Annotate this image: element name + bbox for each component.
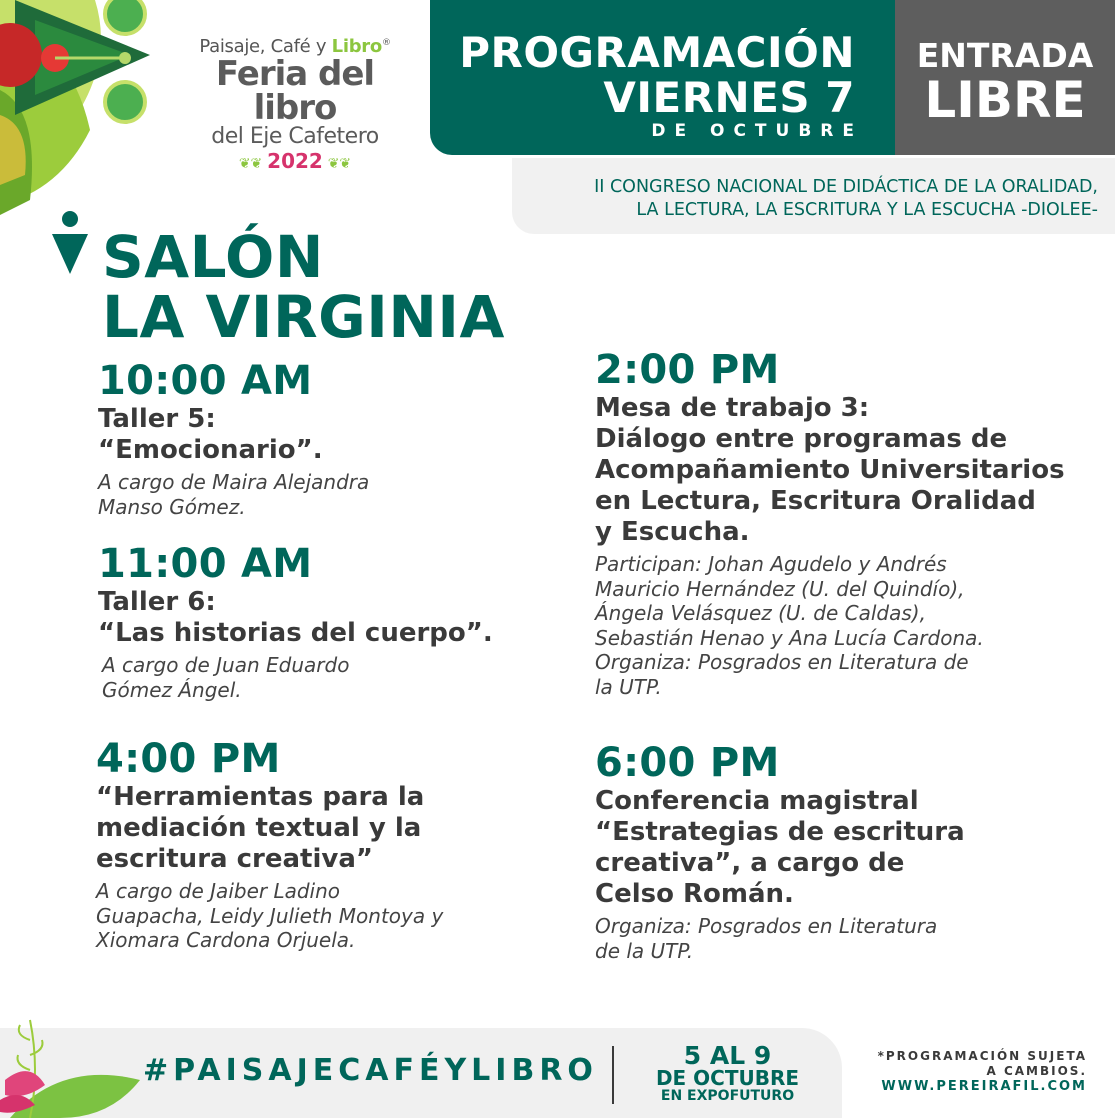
event-item (96, 736, 546, 953)
event-item (595, 740, 1095, 963)
event-time: 6:00 PM (595, 740, 780, 786)
laurel-left-icon: ❦❦ (238, 156, 268, 172)
libre-label: LIBRE (924, 71, 1086, 129)
location-person-icon (52, 210, 88, 274)
fair-logo (170, 36, 420, 176)
dates-month: DE OCTUBRE (655, 1066, 800, 1090)
event-title: Taller 6: “Las historias del cuerpo”. (98, 587, 493, 648)
event-time: 10:00 AM (98, 358, 313, 404)
event-title: Taller 5: “Emocionario”. (98, 404, 323, 465)
dates-venue: EN EXPOFUTURO (660, 1088, 795, 1104)
event-title: “Herramientas para la mediación textual y la escritura creativa” (96, 782, 425, 874)
event-item (595, 347, 1095, 699)
event-title: Mesa de trabajo 3: Diálogo entre programas de Acompañamiento Universitarios en Lectura, Escritura Oralidad y Escucha. (595, 393, 1065, 547)
congress-text: II CONGRESO NACIONAL DE DIDÁCTICA DE LA ORALIDAD, LA LECTURA, LA ESCRITURA Y LA ESCUCHA -DIOLEE- (594, 177, 1098, 220)
program-title: PROGRAMACIÓN (459, 28, 855, 77)
event-time: 4:00 PM (96, 736, 281, 782)
website-link[interactable]: WWW.PEREIRAFIL.COM (881, 1079, 1087, 1094)
logo-title: Feria del libro (215, 54, 375, 128)
event-description: A cargo de Maira Alejandra Manso Gómez. (98, 470, 370, 519)
laurel-right-icon: ❦❦ (322, 156, 352, 172)
congress-banner (512, 158, 1115, 234)
program-header (430, 0, 895, 155)
plant-decoration (0, 1010, 140, 1118)
salon-name-line2: LA VIRGINIA (102, 283, 505, 351)
event-title: Conferencia magistral “Estrategias de escritura creativa”, a cargo de Celso Román. (595, 786, 965, 909)
disclaimer (878, 1049, 1087, 1094)
event-description: A cargo de Jaiber Ladino Guapacha, Leidy Julieth Montoya y Xiomara Cardona Orjuela. (96, 879, 444, 952)
event-description: Participan: Johan Agudelo y Andrés Mauricio Hernández (U. del Quindío), Ángela Velásquez (U. de Caldas), Sebastián Henao y Ana Lucía Cardona. Organiza: Posgrados en Literatura de la UTP. (595, 552, 984, 699)
logo-subtitle: del Eje Cafetero (211, 124, 379, 149)
logo-year: ❦❦ 2022 ❦❦ (238, 149, 352, 173)
event-time: 11:00 AM (98, 541, 313, 587)
event-dates (640, 1041, 815, 1104)
hashtag: #PAISAJECAFÉYLIBRO (143, 1053, 598, 1088)
free-entry-badge (895, 0, 1115, 155)
leaves-decoration (0, 0, 170, 220)
event-time: 2:00 PM (595, 347, 780, 393)
disclaimer-line2: A CAMBIOS. (986, 1064, 1087, 1078)
program-month: DE OCTUBRE (651, 121, 863, 141)
event-description: Organiza: Posgrados en Literatura de la UTP. (595, 914, 938, 963)
salon-name-line1: SALÓN (102, 223, 324, 291)
event-item (98, 358, 518, 519)
disclaimer-line1: *PROGRAMACIÓN SUJETA (877, 1049, 1087, 1063)
program-day: VIERNES 7 (603, 73, 855, 122)
event-item (98, 541, 538, 702)
event-description: A cargo de Juan Eduardo Gómez Ángel. (102, 653, 350, 702)
entrada-label: ENTRADA (916, 36, 1094, 75)
footer-divider (612, 1046, 614, 1104)
dates-range: 5 AL 9 (683, 1041, 772, 1070)
logo-tagline: Paisaje, Café y Libro® (199, 36, 391, 57)
